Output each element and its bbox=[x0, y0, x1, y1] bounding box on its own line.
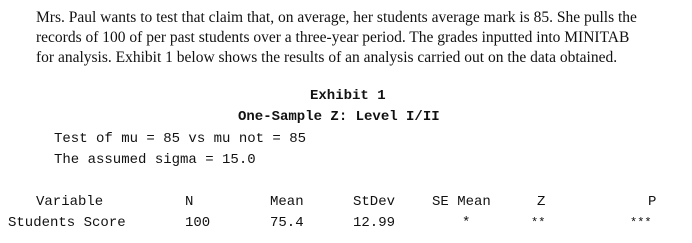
header-z: Z bbox=[537, 194, 546, 210]
paragraph-line-1: Mrs. Paul wants to test that claim that, on average, her students average mark is 85. She pulls the bbox=[36, 9, 637, 26]
cell-variable: Students Score bbox=[8, 215, 126, 231]
header-se-mean: SE Mean bbox=[432, 194, 491, 210]
problem-paragraph bbox=[36, 8, 676, 68]
header-p: P bbox=[648, 194, 657, 210]
cell-z: ** bbox=[531, 216, 546, 230]
paragraph-line-3: for analysis. Exhibit 1 below shows the results of an analysis carried out on the data obtained. bbox=[36, 49, 618, 66]
exhibit-title: Exhibit 1 bbox=[310, 88, 386, 104]
hypothesis-test-line: Test of mu = 85 vs mu not = 85 bbox=[54, 131, 307, 147]
cell-stdev: 12.99 bbox=[353, 215, 396, 231]
cell-n: 100 bbox=[185, 215, 211, 231]
paragraph-line-2: records of 100 of per past students over a three-year period. The grades inputted into MINITAB bbox=[36, 29, 630, 46]
cell-se-mean: * bbox=[462, 215, 471, 231]
header-mean: Mean bbox=[270, 194, 304, 210]
header-stdev: StDev bbox=[353, 194, 396, 210]
cell-mean: 75.4 bbox=[270, 215, 304, 231]
assumed-sigma-line: The assumed sigma = 15.0 bbox=[54, 152, 256, 168]
exhibit-subtitle: One-Sample Z: Level I/II bbox=[238, 109, 440, 125]
header-variable: Variable bbox=[36, 194, 104, 210]
header-n: N bbox=[185, 194, 194, 210]
cell-p: *** bbox=[630, 216, 652, 230]
